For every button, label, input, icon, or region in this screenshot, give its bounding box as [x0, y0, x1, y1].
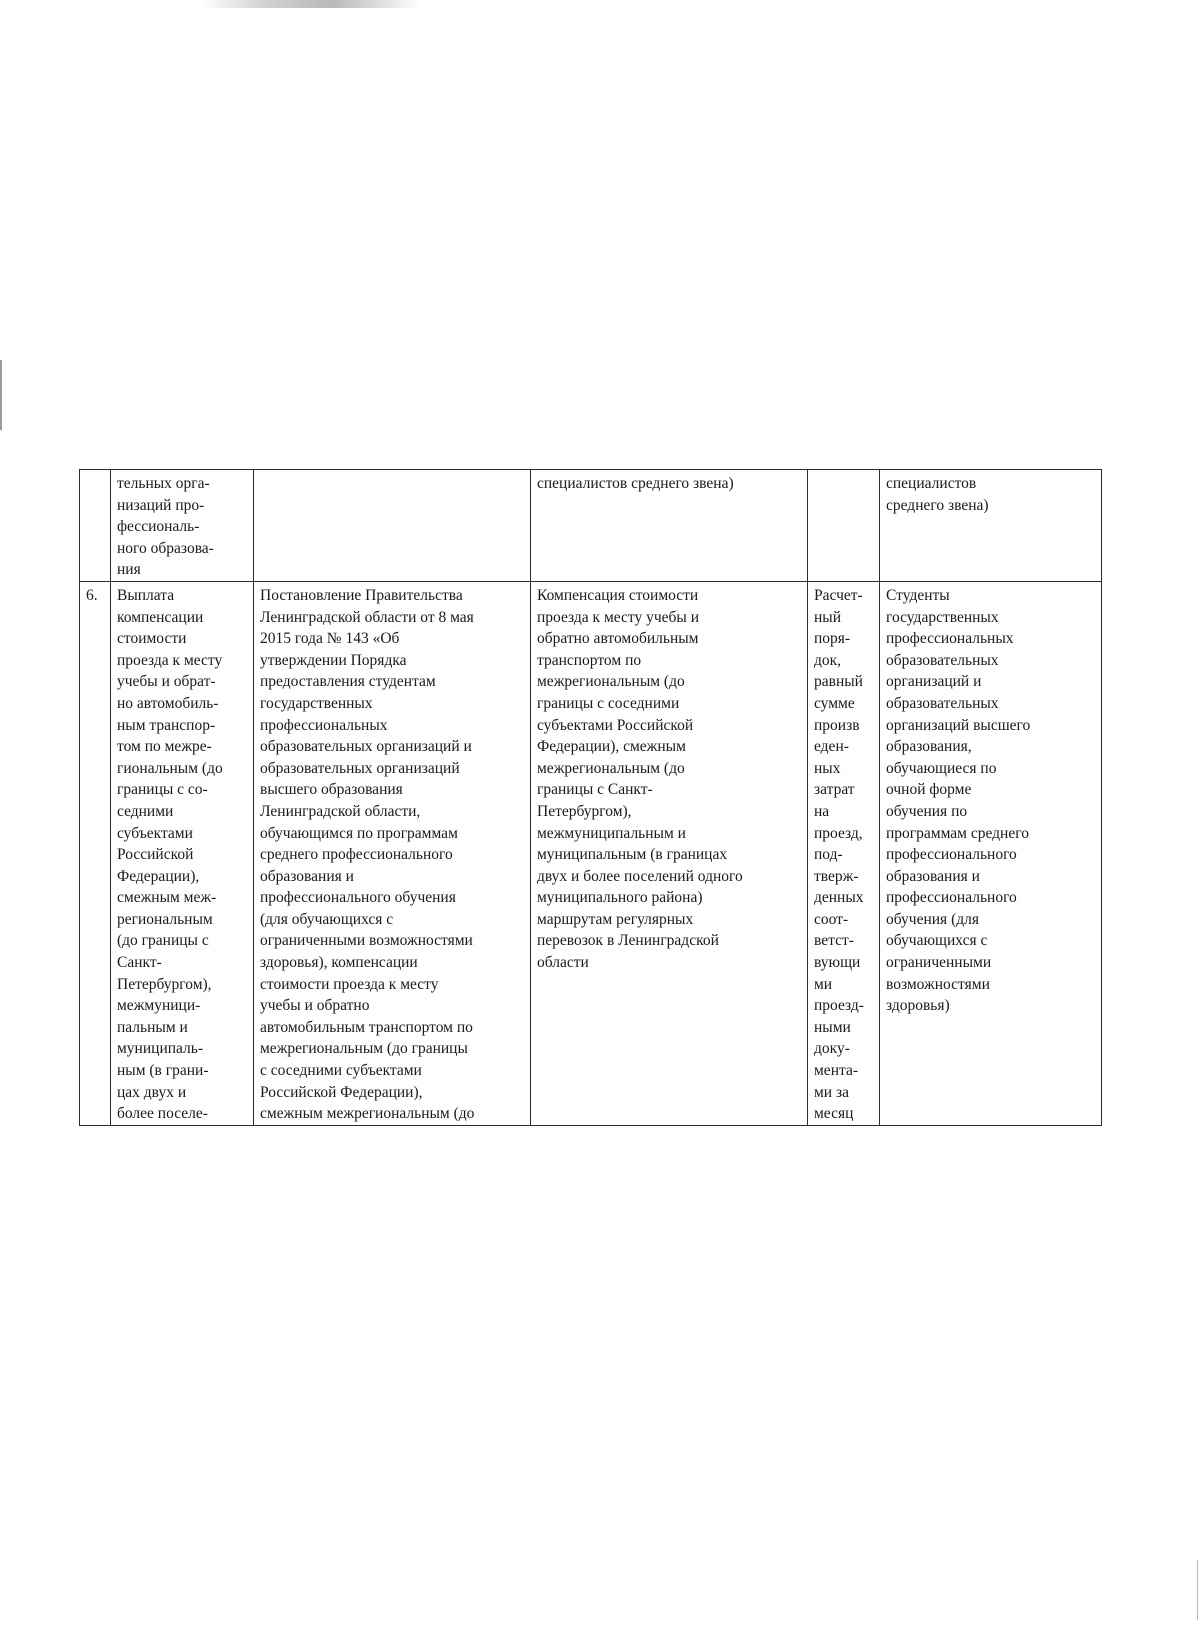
cell-recipients: специалистов среднего звена) — [880, 470, 1102, 582]
table-row — [80, 470, 1102, 582]
cell-procedure — [808, 470, 880, 582]
cell-measure-content: Компенсация стоимости проезда к месту учебы и обратно автомобильным транспортом по межрегиональным (до границы с соседними субъектами Российской Федерации), смежным межрегиональным (до границы с Санкт- Петербургом), межмуниципальным и муниципальным (в границах двух и более поселений одного муниципального района) маршрутам регулярных перевозок в Ленинградской области — [531, 581, 808, 1125]
document-table — [79, 469, 1102, 1126]
scan-edge-mark — [0, 360, 2, 430]
cell-measure-content: специалистов среднего звена) — [531, 470, 808, 582]
cell-procedure: Расчет- ный поря- док, равный сумме произв еден- ных затрат на проезд, под- тверж- денных соот- ветст- вующи ми проезд- ными доку- мента- ми за месяц — [808, 581, 880, 1125]
cell-measure-name: тельных орга- низаций про- фессиональ- ного образова- ния — [111, 470, 254, 582]
scan-edge-mark-right — [1197, 1560, 1198, 1620]
table-row — [80, 581, 1102, 1125]
cell-legal-basis — [254, 470, 531, 582]
cell-number: 6. — [80, 581, 111, 1125]
cell-recipients: Студенты государственных профессиональных образовательных организаций и образовательных организаций высшего образования, обучающиеся по очной форме обучения по программам среднего профессионального образования и профессионального обучения (для обучающихся с ограниченными возможностями здоровья) — [880, 581, 1102, 1125]
cell-number — [80, 470, 111, 582]
cell-legal-basis: Постановление Правительства Ленинградской области от 8 мая 2015 года № 143 «Об утверждении Порядка предоставления студентам государственных профессиональных образовательных организаций и образовательных организаций высшего образования Ленинградской области, обучающимся по программам среднего профессионального образования и профессионального обучения (для обучающихся с ограниченными возможностями здоровья), компенсации стоимости проезда к месту учебы и обратно автомобильным транспортом по межрегиональным (до границы с соседними субъектами Российской Федерации), смежным межрегиональным (до — [254, 581, 531, 1125]
scan-smudge — [200, 0, 420, 8]
cell-measure-name: Выплата компенсации стоимости проезда к месту учебы и обрат- но автомобиль- ным транспор- том по межре- гиональным (до границы с со- седними субъектами Российской Федерации), смежным меж- региональным (до границы с Санкт- Петербургом), межмуници- пальным и муниципаль- ным (в грани- цах двух и более поселе- — [111, 581, 254, 1125]
